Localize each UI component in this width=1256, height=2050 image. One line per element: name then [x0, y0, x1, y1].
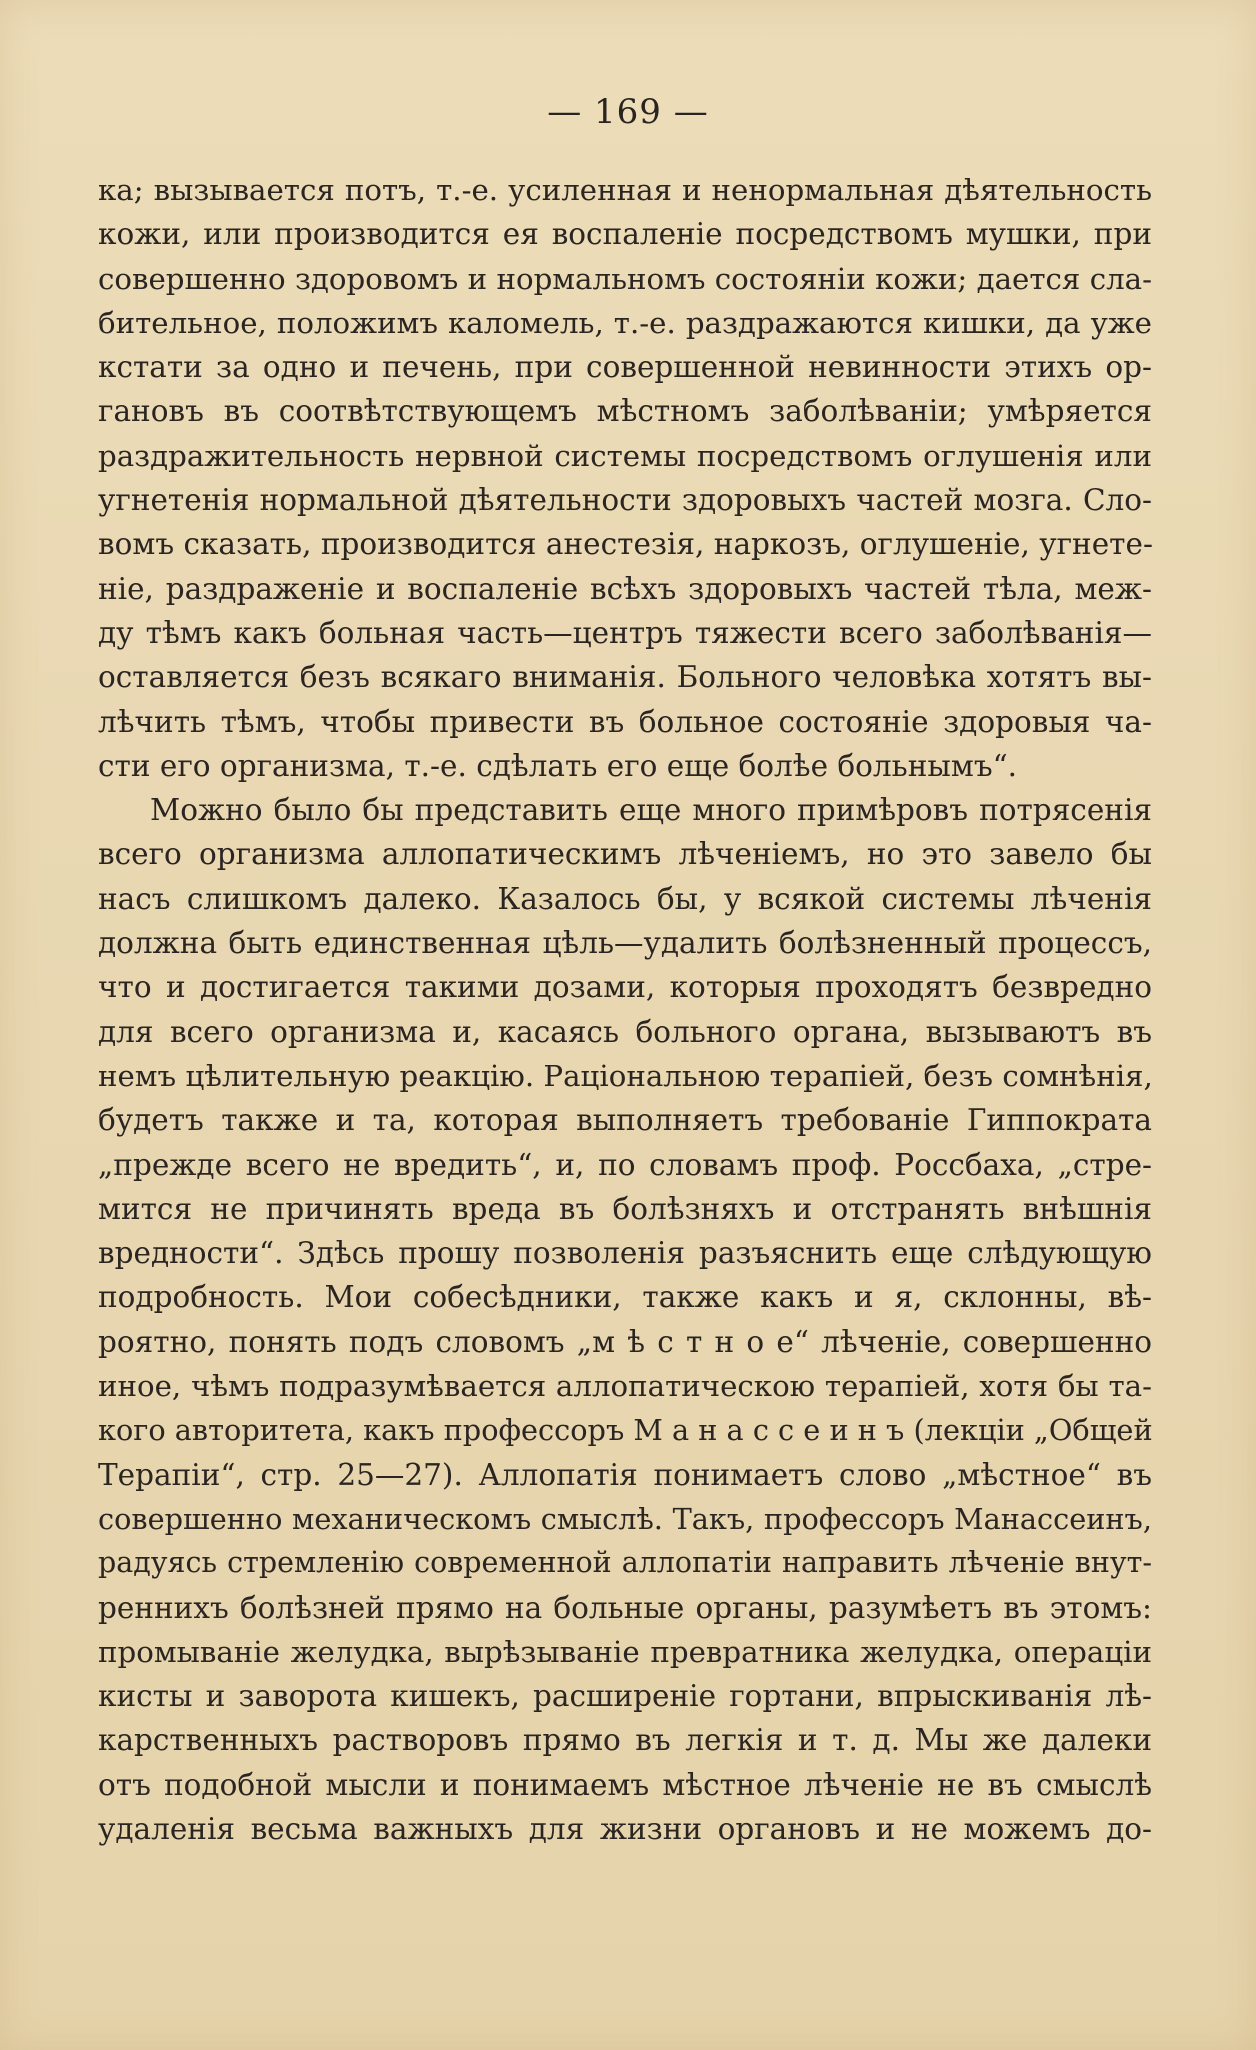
page-number: — 169 — — [547, 92, 709, 132]
text-line: ка; вызывается потъ, т.-е. усиленная и ненормальная дѣятельность — [98, 173, 1152, 207]
text-line: вомъ сказать, производится анестезія, наркозъ, оглушеніе, угнете- — [98, 527, 1153, 562]
text-line: оставляется безъ всякаго вниманія. Больного человѣка хотятъ вы- — [98, 660, 1152, 695]
text-line: вредности“. Здѣсь прошу позволенія разъяснить еще слѣдующую — [98, 1236, 1152, 1271]
body-text — [98, 168, 1152, 1851]
paragraph-start-line: Можно было бы представить еще много примѣровъ потрясенія — [150, 793, 1152, 828]
text-line: совершенно механическомъ смыслѣ. Такъ, профессоръ Манассеинъ, — [98, 1501, 1152, 1536]
text-line: насъ слишкомъ далеко. Казалось бы, у всякой системы лѣченія — [98, 881, 1152, 916]
text-line: гановъ въ соотвѣтствующемъ мѣстномъ заболѣваніи; умѣряется — [98, 394, 1152, 429]
text-line: „прежде всего не вредить“, и, по словамъ проф. Россбаха, „стре- — [98, 1147, 1152, 1182]
text-line: раздражительность нервной системы посредствомъ оглушенія или — [98, 438, 1152, 473]
text-line: совершенно здоровомъ и нормальномъ состояніи кожи; дается сла- — [98, 261, 1152, 296]
text-line: для всего организма и, касаясь больного органа, вызываютъ въ — [98, 1014, 1152, 1049]
text-line: кисты и заворота кишекъ, расширеніе гортани, впрыскиванія лѣ- — [98, 1679, 1152, 1714]
text-line: реннихъ болѣзней прямо на больные органы, разумѣетъ въ этомъ: — [98, 1590, 1152, 1625]
text-line: Терапіи“, стр. 25—27). Аллопатія понимаетъ слово „мѣстное“ въ — [98, 1457, 1152, 1492]
text-line: отъ подобной мысли и понимаемъ мѣстное лѣченіе не въ смыслѣ — [98, 1767, 1152, 1802]
text-line: немъ цѣлительную реакцію. Раціональною терапіей, безъ сомнѣнія, — [98, 1058, 1153, 1093]
text-line: радуясь стремленію современной аллопатіи направить лѣченіе внут- — [98, 1546, 1152, 1580]
text-line: роятно, понять подъ словомъ „м ѣ с т н о е“ лѣченіе, совершенно — [98, 1324, 1152, 1359]
text-line: мится не причинять вреда въ болѣзняхъ и отстранять внѣшнія — [98, 1191, 1152, 1226]
text-line: удаленія весьма важныхъ для жизни органовъ и не можемъ до- — [98, 1811, 1152, 1846]
text-line: карственныхъ растворовъ прямо въ легкія и т. д. Мы же далеки — [98, 1723, 1152, 1758]
text-line: бительное, положимъ каломель, т.-е. раздражаются кишки, да уже — [98, 305, 1152, 340]
text-line: лѣчить тѣмъ, чтобы привести въ больное состояніе здоровыя ча- — [98, 704, 1152, 739]
text-line: подробность. Мои собесѣдники, также какъ и я, склонны, вѣ- — [98, 1280, 1152, 1315]
text-line: угнетенія нормальной дѣятельности здоровыхъ частей мозга. Сло- — [98, 483, 1152, 518]
text-line: будетъ также и та, которая выполняетъ требованіе Гиппократа — [98, 1103, 1152, 1138]
text-line: иное, чѣмъ подразумѣвается аллопатическою терапіей, хотя бы та- — [98, 1369, 1152, 1404]
text-line: кого авторитета, какъ профессоръ М а н а с с е и н ъ (лекціи „Общей — [98, 1413, 1153, 1448]
text-line: ніе, раздраженіе и воспаленіе всѣхъ здоровыхъ частей тѣла, меж- — [98, 571, 1152, 606]
text-line: кожи, или производится ея воспаленіе посредствомъ мушки, при — [98, 217, 1152, 252]
text-line: что и достигается такими дозами, которыя проходятъ безвредно — [98, 970, 1152, 1005]
text-line: всего организма аллопатическимъ лѣченіемъ, но это завело бы — [98, 837, 1152, 872]
text-line: ду тѣмъ какъ больная часть—центръ тяжести всего заболѣванія— — [98, 615, 1152, 650]
paragraph-end-line: сти его организма, т.-е. сдѣлать его еще болѣе больнымъ“. — [98, 748, 1018, 783]
text-line: промываніе желудка, вырѣзываніе превратника желудка, операціи — [98, 1634, 1152, 1669]
text-line: должна быть единственная цѣль—удалить болѣзненный процессъ, — [98, 926, 1152, 961]
text-line: кстати за одно и печень, при совершенной невинности этихъ ор- — [98, 350, 1152, 385]
